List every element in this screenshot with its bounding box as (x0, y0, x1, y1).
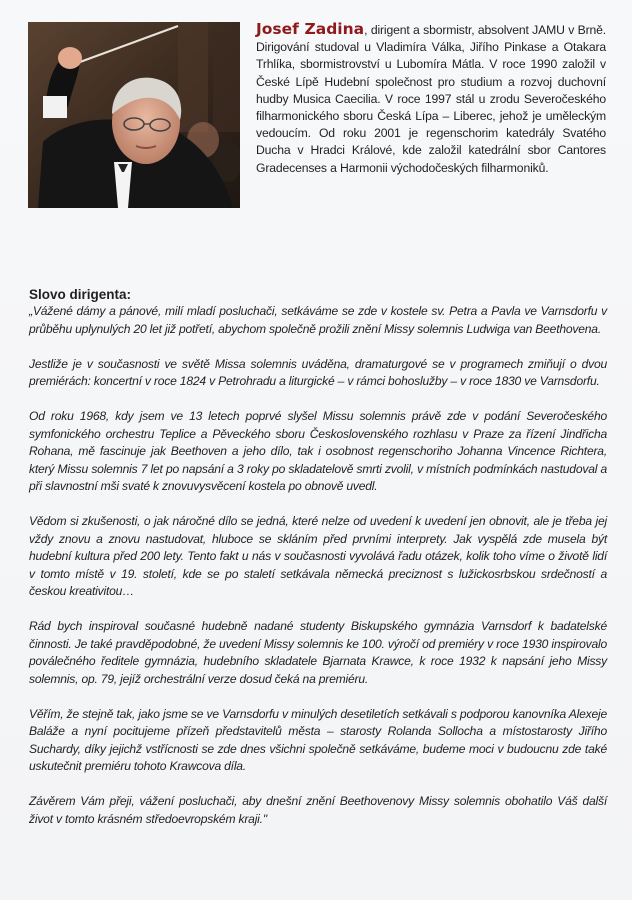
speech-paragraph: Od roku 1968, kdy jsem ve 13 letech poprvé slyšel Missu solemnis právě zde v podání Severočeského symfonického orchestru Teplice a Pěveckého sboru Československého rozhlasu v Praze za řízení Jindřicha Rohana, mě fascinuje jak Beethoven a jeho dílo, tak i osobnost regenschoriho Johanna Vincence Richtera, který Missu solemnis 7 let po napsání a 3 roky po skladatelově smrti zvolil, v místních podmínkách nastudoval a při slavnostní mši svaté k znovuvysvěcení kostela po obnově uvedl. (29, 409, 607, 493)
conductor-bio (256, 21, 606, 177)
speech-paragraph: „Vážené dámy a pánové, milí mladí posluchači, setkáváme se zde v kostele sv. Petra a Pavla ve Varnsdorfu v průběhu uplynulých 20 let již potřetí, abychom společně prožili znění Missy solemnis Ludwiga van Beethovena. (29, 304, 607, 336)
speech-paragraph: Závěrem Vám přeji, vážení posluchači, aby dnešní znění Beethovenovy Missy solemnis obohatilo Váš další život v tomto krásném středoevropském kraji." (29, 794, 607, 826)
section-heading: Slovo dirigenta: (29, 287, 132, 302)
conductor-photo-image (28, 22, 240, 208)
conductor-photo (28, 22, 240, 208)
speech-paragraph: Jestliže je v současnosti ve světě Missa solemnis uváděna, dramaturgové se v programech zmiňují o dvou premiérách: koncertní v roce 1824 v Petrohradu a liturgické – v rámci bohoslužby – v roce 1830 ve Varnsdorfu. (29, 356, 607, 388)
speech-paragraph: Vědom si zkušenosti, o jak náročné dílo se jedná, které nelze od uvedení k uvedení jen obnovit, ale je třeba jej vždy znovu a znovu nastudovat, hluboce se skláním před prvními interprety. Jak vyspělá zde musela být hudební kultura před 200 lety. Tento fakt u nás v současnosti vyvolává řadu otázek, kolik toho víme o životě lidí v tomto místě v 19. století, kde se po staletí setkávala německá preciznost s lužickosrbskou srdečností a českou kreativitou… (29, 514, 607, 598)
conductor-name: Josef Zadina (256, 20, 365, 38)
speech-paragraph: Věřím, že stejně tak, jako jsme se ve Varnsdorfu v minulých desetiletích setkávali s podporou kanovníka Alexeje Baláže a nyní pocitujeme přízeň představitelů města – starosty Rolanda Sollocha a místostarosty Jiřího Suchardy, díky jejichž vstřícnosti se zde dnes všichni společně setkáváme, budeme moci v budoucnu zde také uskutečnit premiéru tohoto Krawcova díla. (29, 706, 607, 773)
bio-text: , dirigent a sbormistr, absolvent JAMU v Brně. Dirigování studoval u Vladimíra Válka, Jiřího Pinkase a Otakara Trhlíka, sbormistrovství u Lubomíra Mátla. V roce 1990 založil v České Lípě Hudební společnost pro studium a rozvoj duchovní hudby Musica Caecilia. V roce 1997 stál u zrodu Severočeského filharmonického sboru Česká Lípa – Liberec, jehož je uměleckým vedoucím. Od roku 2001 je regenschorim katedrály Svatého Ducha v Hradci Králové, kde založil katedrální sbor Cantores Gradecenses a Harmonii východočeských filharmoniků. (256, 23, 606, 175)
conductor-speech (29, 303, 607, 846)
speech-paragraph: Rád bych inspiroval současné hudebně nadané studenty Biskupského gymnázia Varnsdorf k badatelské činnosti. Je také pravděpodobné, že uvedení Missy solemnis ke 100. výročí od premiéry v roce 1930 inspirovalo poválečného ředitele gymnázia, hudebního skladatele Bjarnata Krawce, k roce 1932 k napsání jeho Missy solemnis, op. 79, jejíž orchestrální verze dosud čeká na premiéru. (29, 619, 607, 686)
